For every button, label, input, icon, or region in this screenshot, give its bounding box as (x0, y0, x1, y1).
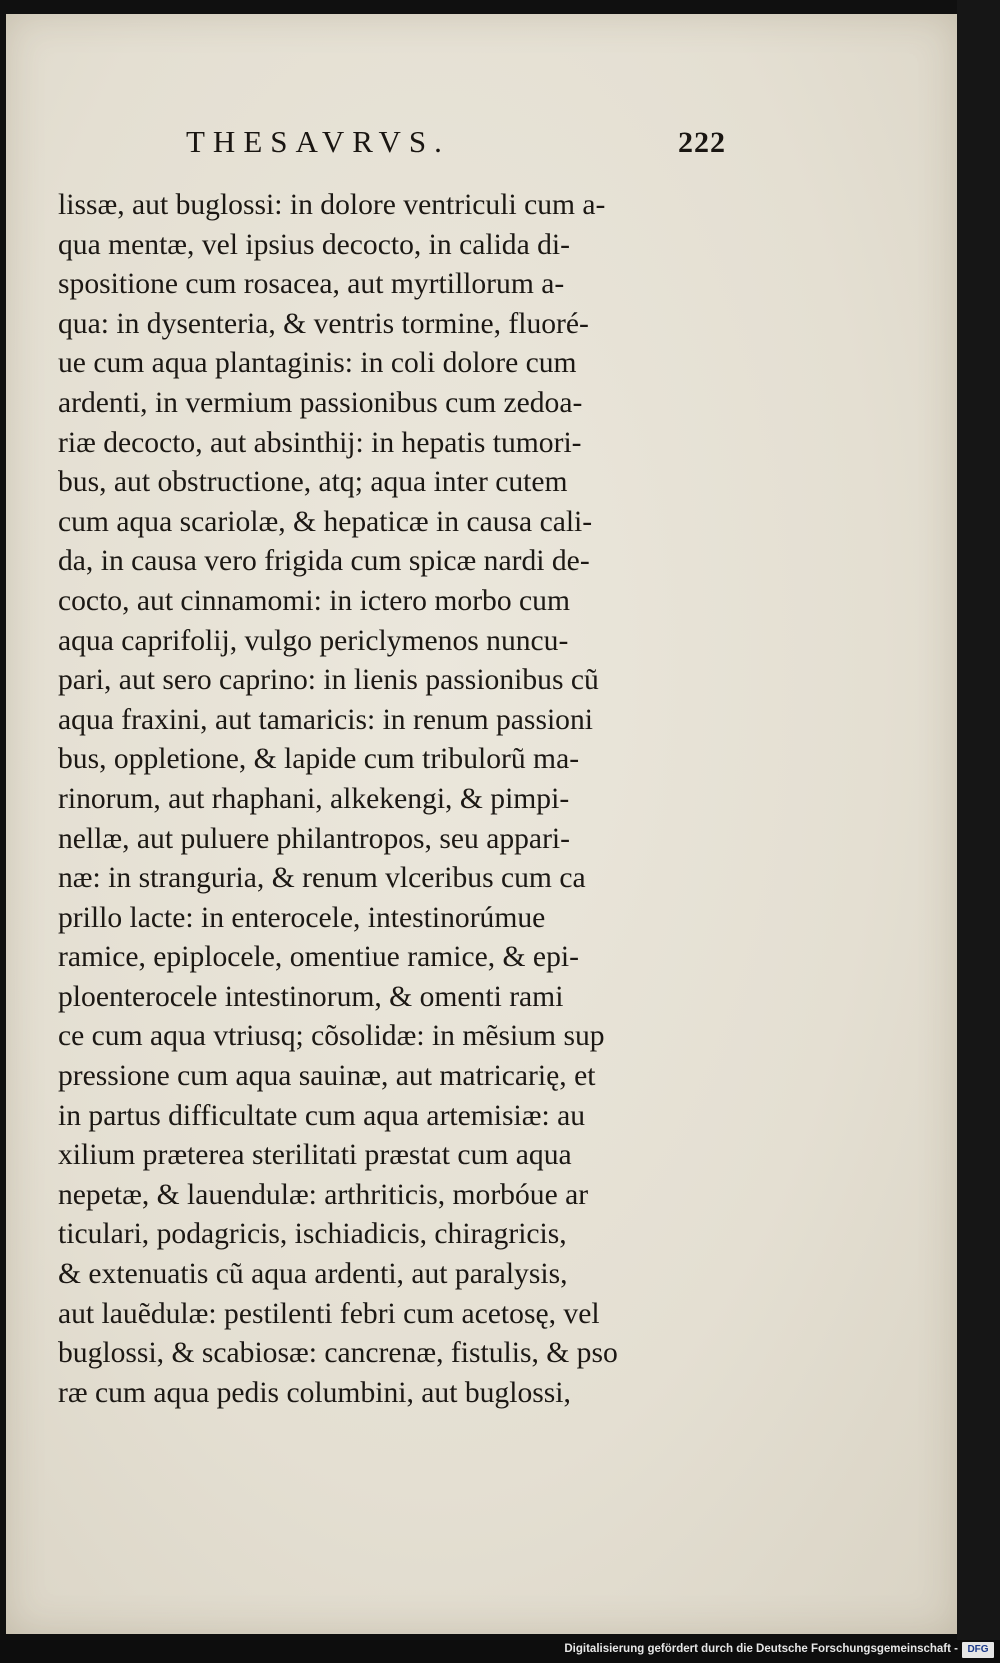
text-line: næ: in stranguria, & renum vlceribus cum ca (58, 862, 586, 895)
text-line: ræ cum aqua pedis columbini, aut buglossi, (58, 1376, 571, 1409)
text-line: ramice, epiplocele, omentiue ramice, & epi- (58, 941, 579, 974)
body-text (58, 186, 718, 1413)
text-line: spositione cum rosacea, aut myrtillorum a- (58, 268, 565, 301)
text-line: ticulari, podagricis, ischiadicis, chiragricis, (58, 1218, 567, 1251)
text-line: lissæ, aut buglossi: in dolore ventriculi cum a- (58, 189, 606, 221)
text-line: qua mentæ, vel ipsius decocto, in calida di- (58, 228, 571, 261)
text-line: aqua caprifolij, vulgo periclymenos nuncu- (58, 624, 569, 657)
text-line: cocto, aut cinnamomi: in ictero morbo cum (58, 584, 570, 617)
text-line: pressione cum aqua sauinæ, aut matricarię, et (58, 1060, 596, 1093)
text-line: bus, aut obstructione, atq; aqua inter cutem (58, 466, 568, 499)
text-line: da, in causa vero frigida cum spicæ nardi de- (58, 545, 590, 578)
text-line: nepetæ, & lauendulæ: arthriticis, morbóue ar (58, 1178, 589, 1211)
text-line: ue cum aqua plantaginis: in coli dolore cum (58, 347, 577, 380)
scan-border (957, 0, 1000, 1663)
text-line: buglossi, & scabiosæ: cancrenæ, fistulis, & pso (58, 1337, 618, 1370)
text-line: ce cum aqua vtriusq; cõsolidæ: in mẽsium sup (58, 1020, 605, 1053)
text-line: ardenti, in vermium passionibus cum zedoa- (58, 386, 583, 419)
digitization-footer (0, 1640, 1000, 1663)
text-line: qua: in dysenteria, & ventris tormine, fluoré- (58, 307, 589, 340)
text-line: xilium præterea sterilitati præstat cum aqua (58, 1139, 572, 1172)
book-page (6, 14, 957, 1634)
text-line: aqua fraxini, aut tamaricis: in renum passioni (58, 703, 593, 736)
text-line: bus, oppletione, & lapide cum tribulorũ ma- (58, 743, 580, 776)
funding-credit: Digitalisierung gefördert durch die Deutsche Forschungsgemeinschaft - (564, 1643, 958, 1655)
running-title: THESAVRVS. (186, 124, 450, 159)
page-number: 222 (678, 126, 726, 159)
text-line: prillo lacte: in enterocele, intestinorúmue (58, 901, 546, 934)
text-line: rinorum, aut rhaphani, alkekengi, & pimpi- (58, 782, 570, 815)
text-line: & extenuatis cũ aqua ardenti, aut paralysis, (58, 1258, 568, 1291)
page-header (186, 124, 726, 168)
text-line: ploenterocele intestinorum, & omenti rami (58, 980, 564, 1013)
text-line: aut lauẽdulæ: pestilenti febri cum acetosę, vel (58, 1297, 600, 1330)
text-line: pari, aut sero caprino: in lienis passionibus cũ (58, 664, 599, 697)
text-line: in partus difficultate cum aqua artemisiæ: au (58, 1099, 586, 1132)
text-line: cum aqua scariolæ, & hepaticæ in causa cali- (58, 505, 593, 538)
dfg-logo: DFG (962, 1642, 994, 1658)
text-line: nellæ, aut puluere philantropos, seu appari- (58, 822, 570, 855)
text-line: riæ decocto, aut absinthij: in hepatis tumori- (58, 426, 582, 459)
